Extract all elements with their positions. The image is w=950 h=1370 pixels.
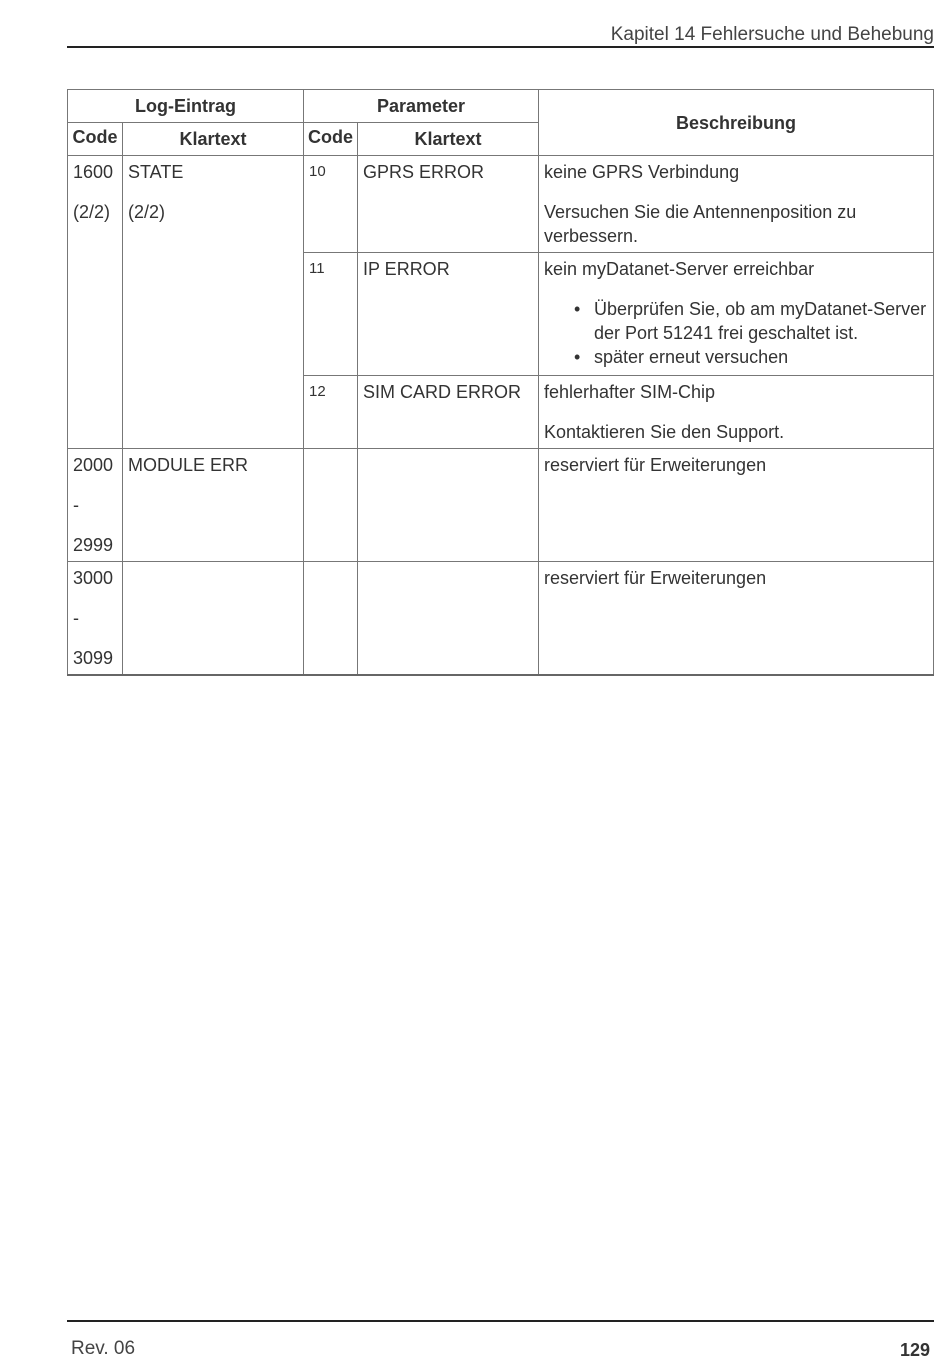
log-code-separator: - <box>73 608 79 628</box>
description-cell: reserviert für Erweiterungen <box>539 562 934 676</box>
header-description: Beschreibung <box>539 90 934 156</box>
list-item: • Überprüfen Sie, ob am myDatanet-Server der Port 51241 frei geschaltet ist. <box>594 297 928 345</box>
log-plaintext: MODULE ERR <box>123 449 304 562</box>
log-code-start: 2000 <box>73 455 114 475</box>
header-log-code: Code <box>68 123 123 156</box>
header-param-plaintext: Klartext <box>358 123 539 156</box>
table-row <box>68 449 934 562</box>
param-code: 10 <box>304 156 358 253</box>
header-parameter: Parameter <box>304 90 539 123</box>
log-code-range-cell <box>68 562 123 676</box>
list-item: • später erneut versuchen <box>594 345 928 369</box>
description-detail: Versuchen Sie die Antennenposition zu verbessern. <box>544 202 857 246</box>
param-code <box>304 449 358 562</box>
log-code-start: 3000 <box>73 568 114 588</box>
param-code <box>304 562 358 676</box>
param-plaintext <box>358 562 539 676</box>
param-plaintext <box>358 449 539 562</box>
header-log-plaintext: Klartext <box>123 123 304 156</box>
table-row <box>68 562 934 676</box>
header-log-entry: Log-Eintrag <box>68 90 304 123</box>
log-code-separator: - <box>73 495 79 515</box>
log-code-end: 3099 <box>73 648 114 668</box>
error-log-table <box>67 89 934 676</box>
revision-label: Rev. 06 <box>71 1338 136 1359</box>
log-plaintext: STATE <box>128 162 184 182</box>
table-row <box>68 156 934 253</box>
description-cell <box>539 253 934 376</box>
description-title: fehlerhafter SIM-Chip <box>544 382 716 402</box>
log-plaintext-part: (2/2) <box>128 202 166 222</box>
log-code: 1600 <box>73 162 114 182</box>
description-cell <box>539 156 934 253</box>
description-title: kein myDatanet-Server erreichbar <box>544 259 815 279</box>
description-detail: Kontaktieren Sie den Support. <box>544 422 785 442</box>
description-cell <box>539 376 934 449</box>
header-param-code: Code <box>304 123 358 156</box>
param-plaintext: GPRS ERROR <box>358 156 539 253</box>
log-code-part: (2/2) <box>73 202 111 222</box>
description-bullet-list <box>544 297 928 369</box>
param-plaintext: IP ERROR <box>358 253 539 376</box>
header-rule <box>67 46 934 48</box>
param-code: 11 <box>304 253 358 376</box>
log-plaintext-cell <box>123 156 304 449</box>
log-code-end: 2999 <box>73 535 114 555</box>
description-title: keine GPRS Verbindung <box>544 162 740 182</box>
chapter-title: Kapitel 14 Fehlersuche und Behebung <box>610 24 934 45</box>
log-plaintext <box>123 562 304 676</box>
description-cell: reserviert für Erweiterungen <box>539 449 934 562</box>
param-plaintext: SIM CARD ERROR <box>358 376 539 449</box>
table-header-row <box>68 90 934 123</box>
page-number: 129 <box>899 1340 930 1360</box>
param-code: 12 <box>304 376 358 449</box>
log-code-range-cell <box>68 449 123 562</box>
footer-rule <box>67 1320 934 1322</box>
log-code-cell <box>68 156 123 449</box>
